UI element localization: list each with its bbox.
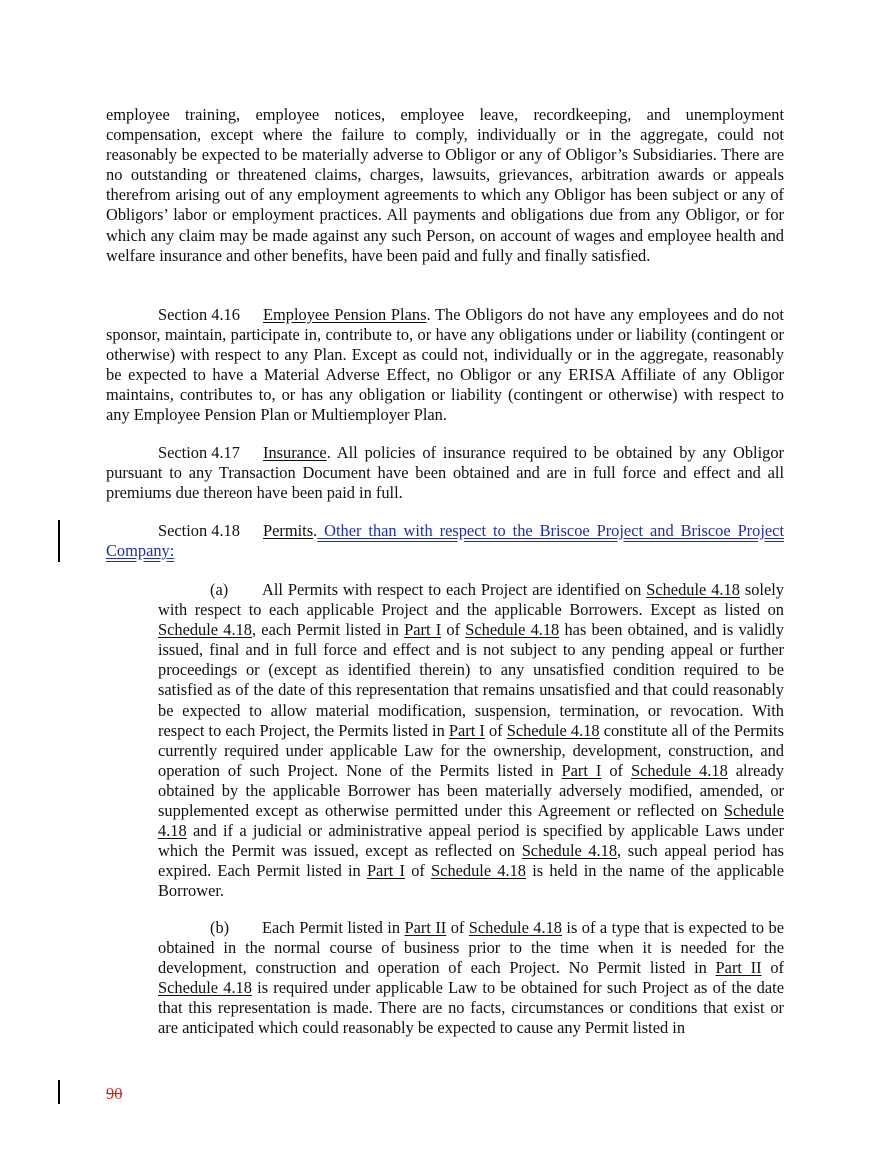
schedule-reference: Schedule 4.18	[468, 918, 562, 937]
section-punct: .	[313, 521, 318, 540]
text-run: All Permits with respect to each Project are identified on	[262, 580, 647, 599]
text-run: is of a type that is expected to be obtained in the normal course of business prior to the time when it is needed for the development, construction and operation of each Project. No Permit listed in	[158, 918, 784, 978]
text-run: of	[484, 720, 507, 740]
subsection-a	[158, 580, 784, 902]
section-title: Insurance	[263, 443, 327, 462]
subsection-b	[158, 918, 784, 1039]
schedule-reference: Schedule 4.18	[465, 620, 560, 640]
text-run: and if a judicial or administrative appeal period is specified by applicable Laws under which the Permit was issued, except as reflected on	[158, 821, 784, 861]
section-number: Section 4.16	[158, 305, 240, 324]
section-4-18	[106, 521, 784, 561]
text-run: is held in the name of the applicable Borrower.	[158, 861, 784, 901]
section-4-17	[106, 443, 784, 503]
paragraph-text: employee training, employee notices, employee leave, recordkeeping, and unemployment compensation, except where the failure to comply, individually or in the aggregate, could not reasonably be expected to be materially adverse to Obligor or any of Obligor’s Subsidiaries. There are no outstanding or threatened claims, charges, lawsuits, grievances, arbitration awards or appeals therefrom arising out of any employment agreements to which any Obligor has been subject or any of Obligors’ labor or employment practices. All payments and obligations due from any Obligor, or for which any claim may be made against any such Person, on account of wages and employee health and welfare insurance and other benefits, have been paid and fully and finally satisfied.	[106, 105, 784, 265]
subsection-label: (a)	[210, 580, 229, 599]
schedule-reference: Schedule 4.18	[431, 861, 527, 881]
schedule-reference: Schedule 4.18	[158, 620, 252, 640]
schedule-reference: Schedule 4.18	[158, 978, 252, 998]
schedule-reference: Schedule 4.18	[646, 580, 740, 599]
part-reference: Part I	[561, 760, 602, 780]
text-run: solely with respect to each applicable Project and the applicable Borrowers. Except as listed on	[158, 580, 784, 620]
schedule-reference: Schedule 4.18	[631, 760, 728, 780]
section-text: . The Obligors do not have any employees and do not sponsor, maintain, participate in, contribute to, or have any obligations under or liability (contingent or otherwise) with respect to any Plan. Except as could not, individually or in the aggregate, reasonably be expected to have a Material Adverse Effect, no Obligor or any ERISA Affiliate of any Obligor maintains, contributes to, or has any obligation or liability (contingent or otherwise) with respect to any Employee Pension Plan or Multiemployer Plan.	[106, 305, 784, 425]
page-number: 90	[106, 1084, 123, 1103]
section-number: Section 4.17	[158, 443, 240, 462]
paragraph-employment-compliance	[106, 105, 784, 266]
text-run: of	[601, 760, 632, 780]
section-title: Employee Pension Plans	[263, 305, 427, 324]
part-reference: Part I	[404, 620, 442, 640]
part-reference: Part I	[366, 861, 405, 881]
text-run: already obtained by the applicable Borrower has been materially adversely modified, amended, or supplemented except as otherwise permitted under this Agreement or reflected on	[158, 760, 784, 821]
change-bar	[58, 520, 60, 562]
text-run: has been obtained, and is validly issued, final and in full force and effect and is not subject to any pending appeal or further proceedings or (except as identified therein) to any unsatisfied condition required to be satisfied as of the date of this representation that remains unsatisfied and that could reasonably be expected to allow material modification, suspension, termination, or revocation. With respect to each Project, the Permits listed in	[158, 620, 784, 740]
text-run: constitute all of the Permits currently required under applicable Law for the ownership, development, construction, and operation of such Project. None of the Permits listed in	[158, 720, 784, 780]
section-4-16	[106, 305, 784, 426]
inserted-text: Other than with respect to the Briscoe Project and Briscoe Project Company:	[106, 521, 784, 561]
text-run: of	[446, 918, 469, 937]
section-number: Section 4.18	[158, 521, 240, 540]
part-reference: Part I	[448, 720, 485, 740]
section-title: Permits	[263, 521, 314, 540]
section-text: . All policies of insurance required to be obtained by any Obligor pursuant to any Transaction Document have been obtained and are in full force and effect and all premiums due thereon have been paid in full.	[106, 443, 784, 503]
text-run: is required under applicable Law to be obtained for such Project as of the date that this representation is made. There are no facts, circumstances or conditions that exist or are anticipated which could reasonably be expected to cause any Permit listed in	[158, 978, 784, 1038]
subsection-label: (b)	[210, 918, 230, 937]
text-run: , such appeal period has expired. Each Permit listed in	[158, 841, 784, 881]
text-run: of	[441, 620, 466, 640]
schedule-reference: Schedule 4.18	[506, 720, 600, 740]
text-run: Each Permit listed in	[262, 918, 405, 937]
change-bar	[58, 1080, 60, 1104]
schedule-reference: Schedule 4.18	[158, 801, 784, 841]
text-run: , each Permit listed in	[251, 620, 405, 640]
text-run: of	[405, 861, 432, 881]
schedule-reference: Schedule 4.18	[521, 841, 618, 861]
text-run: of	[761, 958, 784, 978]
part-reference: Part II	[404, 918, 447, 937]
part-reference: Part II	[715, 958, 762, 978]
